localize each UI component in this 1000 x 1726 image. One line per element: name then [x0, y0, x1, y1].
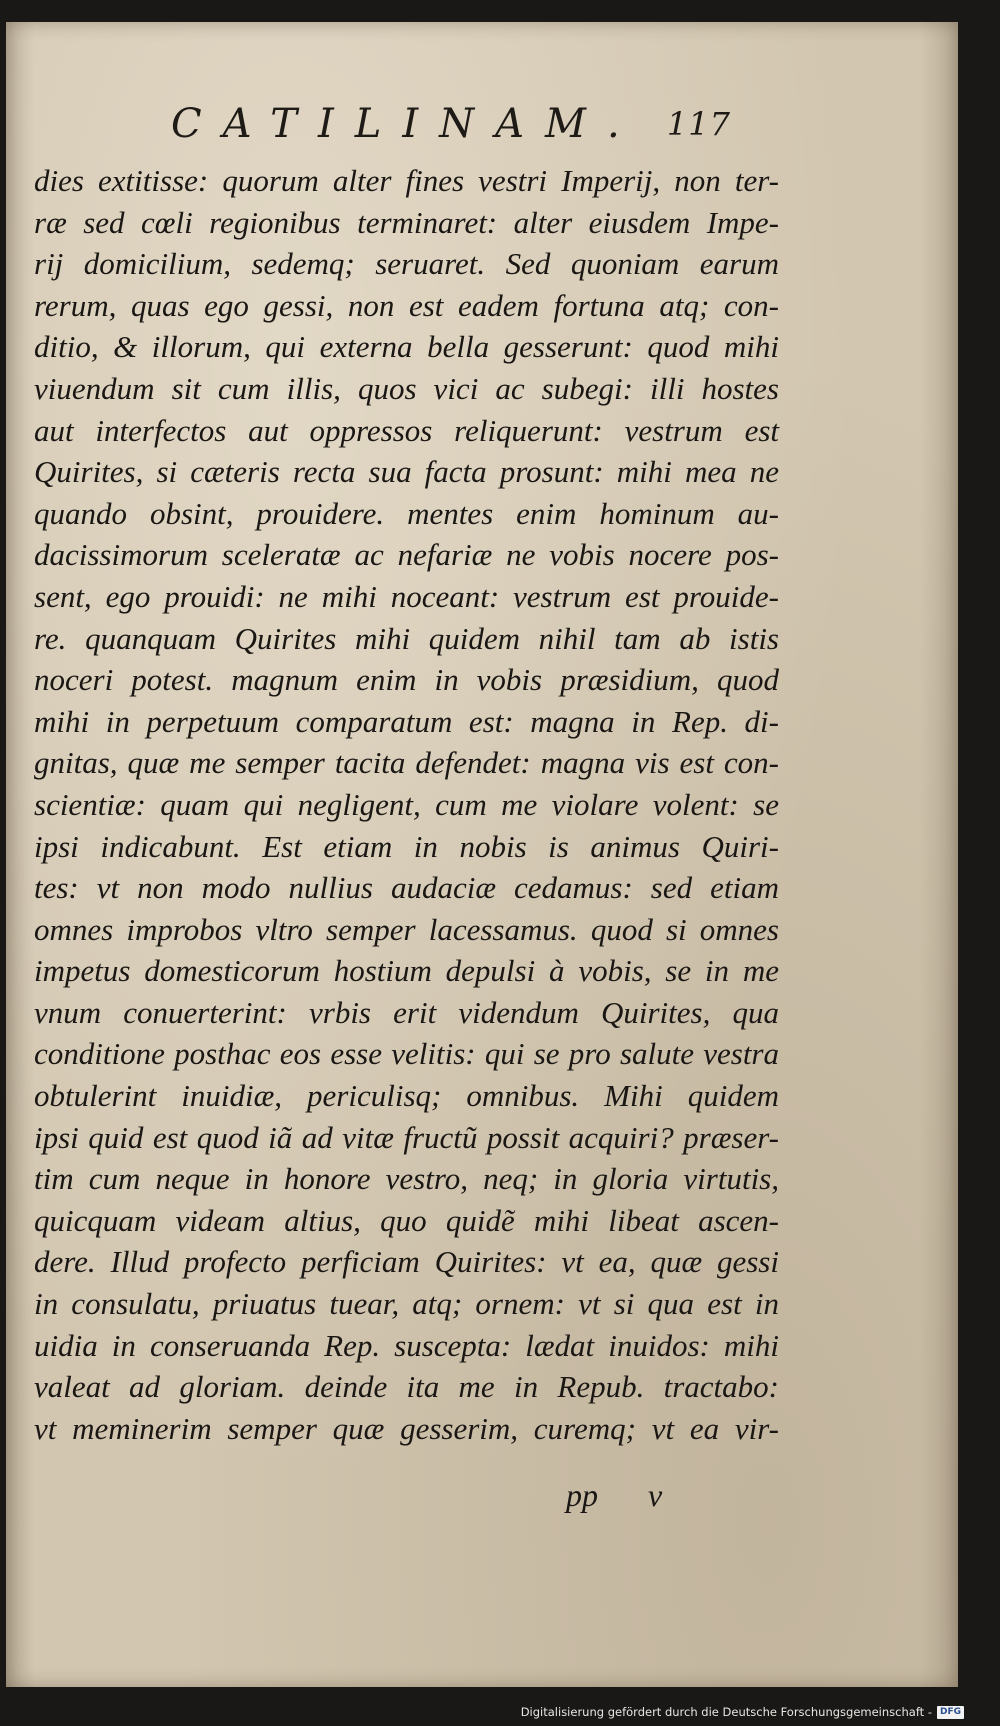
text-line: ipsi indicabunt. Est etiam in nobis is animus Quiri- [34, 828, 779, 864]
digitization-credit [521, 1702, 964, 1722]
text-line: quicquam videam altius, quo quidẽ mihi libeat ascen- [34, 1202, 779, 1238]
text-line: ditio, & illorum, qui externa bella gesserunt: quod mihi [34, 329, 779, 365]
dfg-logo: DFG [937, 1706, 964, 1719]
signature-mark: pp [566, 1477, 598, 1513]
text-line: Quirites, si cæteris recta sua facta prosunt: mihi mea ne [34, 454, 779, 490]
text-line: dies extitisse: quorum alter fines vestri Imperij, non ter- [34, 163, 779, 198]
text-line: conditione posthac eos esse velitis: qui se pro salute vestra [34, 1036, 779, 1072]
text-line: valeat ad gloriam. deinde ita me in Repub. tractabo: [34, 1369, 779, 1405]
text-line: scientiæ: quam qui negligent, cum me violare volent: se [34, 786, 779, 822]
text-line: dere. Illud profecto perficiam Quirites: vt ea, quæ gessi [34, 1244, 779, 1280]
digitization-credit-text: Digitalisierung gefördert durch die Deutsche Forschungsgemeinschaft - [520, 1705, 932, 1719]
book-page [6, 22, 958, 1687]
text-line: noceri potest. magnum enim in vobis præsidium, quod [34, 662, 779, 698]
text-line: obtulerint inuidiæ, periculisq; omnibus. Mihi quidem [34, 1078, 779, 1114]
text-line: mihi in perpetuum comparatum est: magna in Rep. di- [34, 703, 779, 739]
text-line: rij domicilium, sedemq; seruaret. Sed quoniam earum [34, 246, 779, 282]
text-line: gnitas, quæ me semper tacita defendet: magna vis est con- [34, 745, 779, 781]
text-line: re. quanquam Quirites mihi quidem nihil tam ab istis [34, 620, 779, 656]
running-head [171, 94, 731, 154]
text-line: vnum conuerterint: vrbis erit videndum Quirites, qua [34, 994, 779, 1030]
signature-row [566, 1477, 686, 1521]
text-line: sent, ego prouidi: ne mihi noceant: vestrum est prouide- [34, 578, 779, 614]
text-line: vt meminerim semper quæ gesserim, curemq; vt ea vir- [34, 1410, 779, 1446]
text-line: quando obsint, prouidere. mentes enim hominum au- [34, 495, 779, 531]
text-line: dacissimorum sceleratæ ac nefariæ ne vobis nocere pos- [34, 537, 779, 573]
text-line: impetus domesticorum hostium depulsi à vobis, se in me [34, 953, 779, 989]
text-line: uidia in conseruanda Rep. suscepta: lædat inuidos: mihi [34, 1327, 779, 1363]
text-line: omnes improbos vltro semper lacessamus. quod si omnes [34, 911, 779, 947]
text-line: tes: vt non modo nullius audaciæ cedamus: sed etiam [34, 870, 779, 906]
running-head-title: CATILINAM. [171, 101, 641, 147]
text-line: rerum, quas ego gessi, non est eadem fortuna atq; con- [34, 287, 779, 323]
text-line: in consulatu, priuatus tuear, atq; ornem: vt si qua est in [34, 1286, 779, 1322]
catchword: v [648, 1477, 663, 1513]
page-number: 117 [666, 105, 731, 143]
text-line: ræ sed cœli regionibus terminaret: alter eiusdem Impe- [34, 204, 779, 240]
text-line: tim cum neque in honore vestro, neq; in gloria virtutis, [34, 1161, 779, 1197]
body-text [34, 160, 779, 1449]
text-line: ipsi quid est quod iã ad vitæ fructũ possit acquiri? præser- [34, 1119, 779, 1155]
text-line: viuendum sit cum illis, quos vici ac subegi: illi hostes [34, 370, 779, 406]
text-line: aut interfectos aut oppressos reliquerunt: vestrum est [34, 412, 779, 448]
